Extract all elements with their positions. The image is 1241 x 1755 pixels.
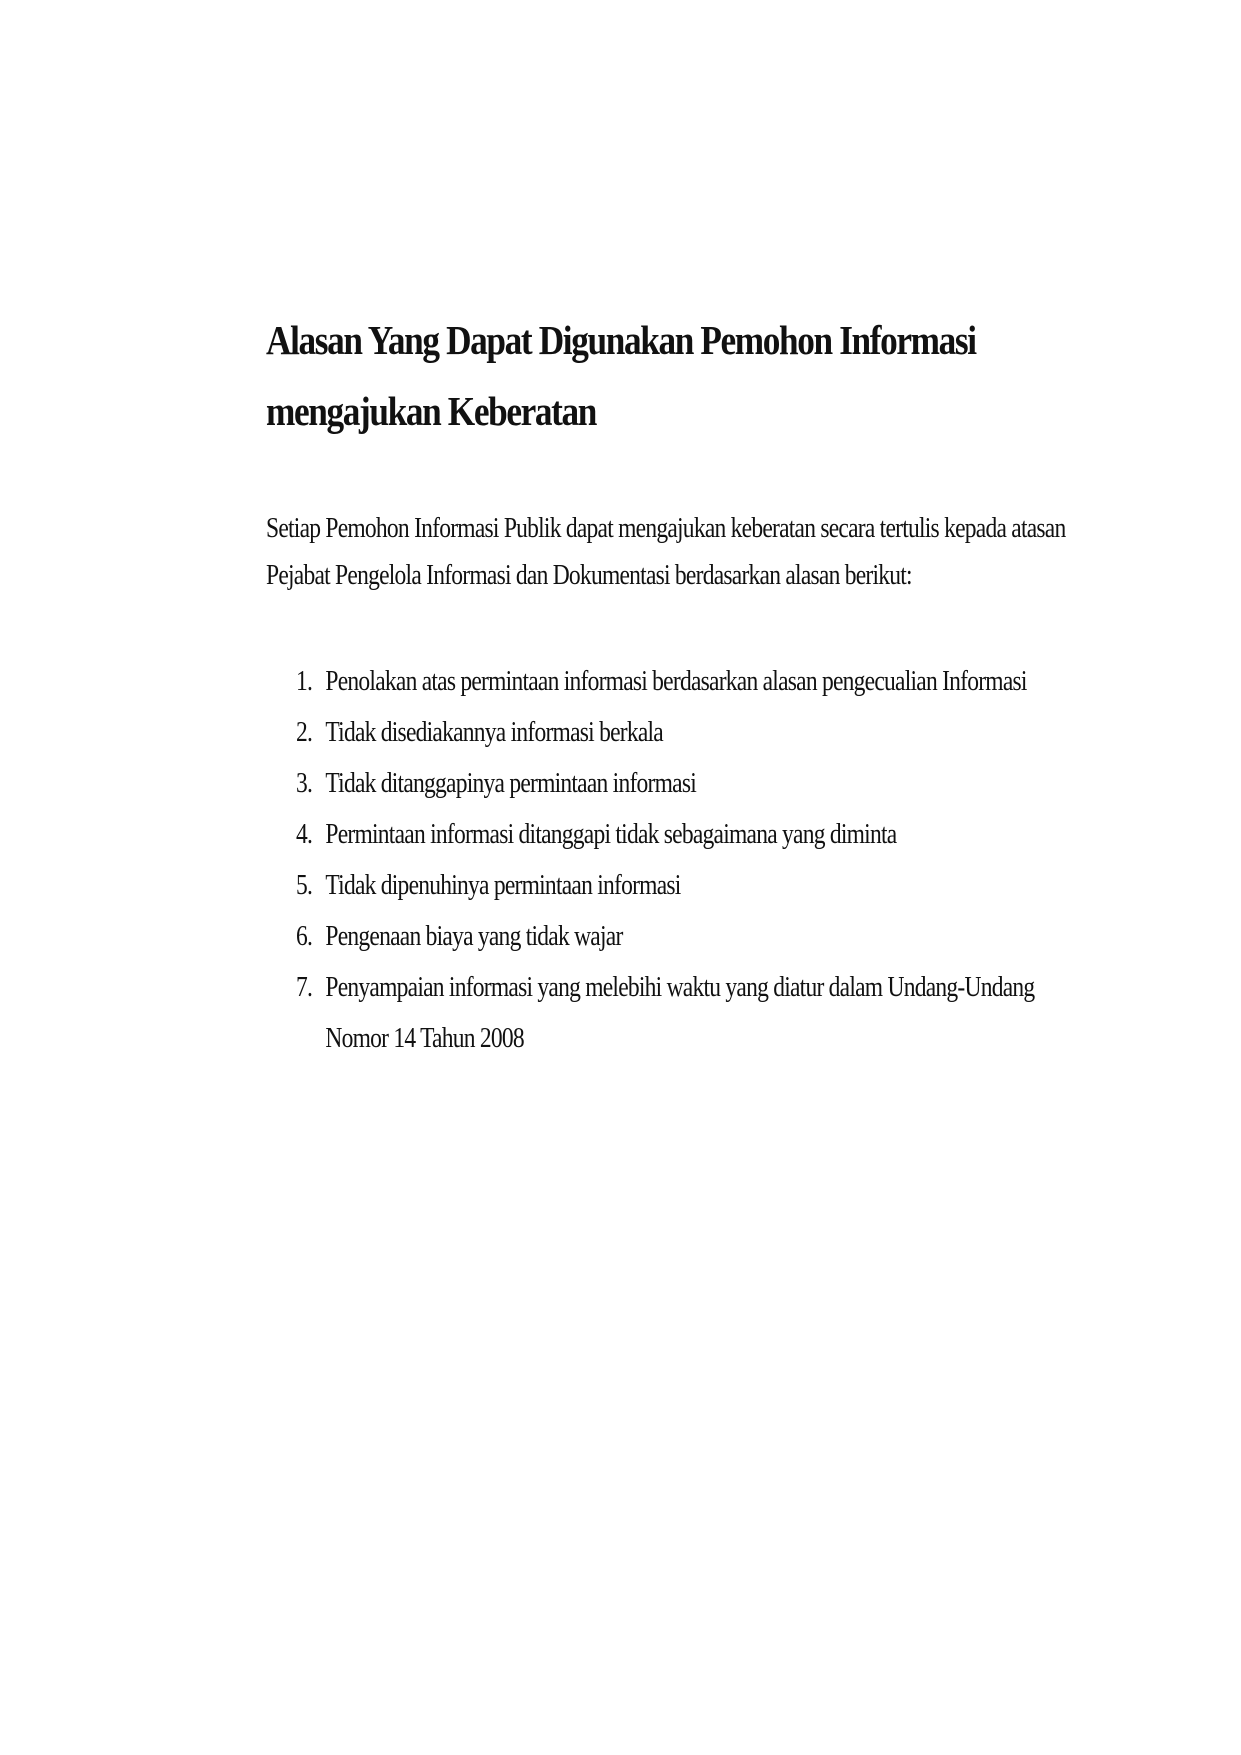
- reason-number: 2.: [296, 717, 313, 748]
- reason-text: [325, 860, 680, 911]
- title-line-2: mengajukan Keberatan: [266, 388, 596, 434]
- reason-text-line: Penyampaian informasi yang melebihi waktu yang diatur dalam Undang-Undang: [325, 972, 1035, 1003]
- reason-item-4: [296, 809, 1034, 860]
- reason-number: 3.: [296, 768, 313, 799]
- reason-text: [325, 707, 663, 758]
- document-title: [266, 305, 976, 447]
- reason-text: [325, 656, 1026, 707]
- reason-number: 7.: [296, 972, 313, 1003]
- reason-number: 5.: [296, 870, 313, 901]
- intro-paragraph: [266, 505, 1066, 599]
- reason-text-line: Tidak dipenuhinya permintaan informasi: [325, 870, 681, 901]
- reason-text-line: Permintaan informasi ditanggapi tidak sebagaimana yang diminta: [325, 819, 897, 850]
- reason-text-line: Tidak disediakannya informasi berkala: [325, 717, 663, 748]
- reason-number: 6.: [296, 921, 313, 952]
- reason-item-7: [296, 962, 1034, 1064]
- reason-text-line: Pengenaan biaya yang tidak wajar: [325, 921, 623, 952]
- reason-text-line: Nomor 14 Tahun 2008: [325, 1023, 524, 1054]
- reason-text: [325, 962, 1034, 1064]
- intro-line-1: Setiap Pemohon Informasi Publik dapat mengajukan keberatan secara tertulis kepada atasan: [266, 513, 1066, 544]
- reason-text-line: Penolakan atas permintaan informasi berdasarkan alasan pengecualian Informasi: [325, 666, 1027, 697]
- reason-item-2: [296, 707, 1034, 758]
- reason-text: [325, 911, 622, 962]
- reason-item-5: [296, 860, 1034, 911]
- reason-text-line: Tidak ditanggapinya permintaan informasi: [325, 768, 697, 799]
- reason-text: [325, 809, 896, 860]
- reasons-list: [296, 656, 1034, 1064]
- reason-item-3: [296, 758, 1034, 809]
- intro-line-2: Pejabat Pengelola Informasi dan Dokumentasi berdasarkan alasan berikut:: [266, 560, 912, 591]
- reason-number: 4.: [296, 819, 313, 850]
- reason-item-6: [296, 911, 1034, 962]
- reason-number: 1.: [296, 666, 313, 697]
- reason-item-1: [296, 656, 1034, 707]
- reason-text: [325, 758, 696, 809]
- title-line-1: Alasan Yang Dapat Digunakan Pemohon Informasi: [266, 317, 976, 363]
